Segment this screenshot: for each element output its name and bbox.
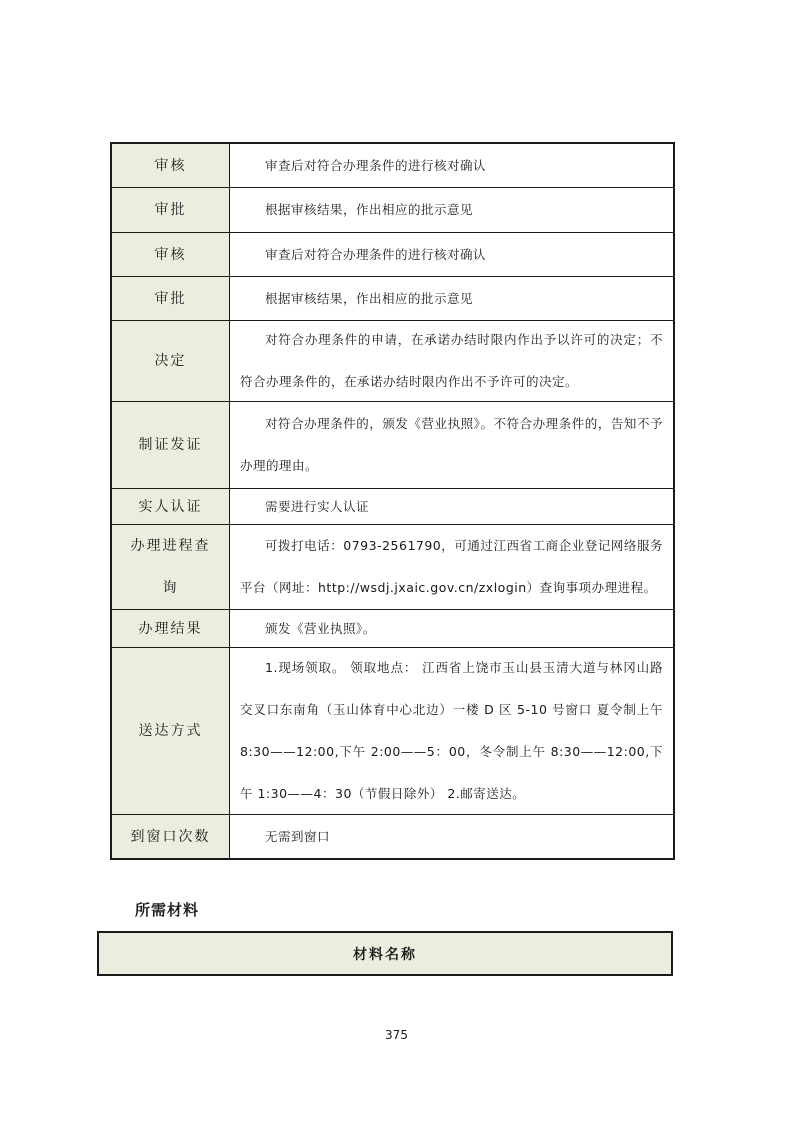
stage-label: 办理结果 <box>138 620 203 637</box>
page-number: 375 <box>385 1028 408 1042</box>
table-row <box>112 610 673 648</box>
stage-label: 审批 <box>154 202 187 218</box>
stage-label-cell <box>112 321 230 401</box>
stage-label: 到窗口次数 <box>130 828 211 845</box>
table-row <box>112 815 673 858</box>
stage-content-cell <box>230 188 673 232</box>
stage-content-cell <box>230 525 673 609</box>
stage-label-cell <box>112 402 230 488</box>
stage-content-cell <box>230 610 673 647</box>
stage-content: 1.现场领取。 领取地点： 江西省上饶市玉山县玉清大道与林冈山路交叉口东南角（玉山体育中心北边）一楼 D 区 5-10 号窗口 夏令制上午 8:30——12:00,下午 2:00——5：00，冬令制上午 8:30——12:00,下午 1:30——4：30（节假日除外） 2.邮寄送达。 <box>240 660 663 801</box>
table-row <box>112 321 673 402</box>
stage-label-cell <box>112 188 230 232</box>
stage-label-cell <box>112 648 230 814</box>
stage-content-cell <box>230 321 673 401</box>
stage-content-cell <box>230 489 673 524</box>
stage-content: 颁发《营业执照》。 <box>265 620 376 636</box>
table-row <box>112 489 673 525</box>
materials-table <box>97 931 673 976</box>
stage-label-cell <box>112 277 230 320</box>
stage-label: 办理进程查询 <box>130 538 211 596</box>
stage-content: 可拨打电话：0793-2561790，可通过江西省工商企业登记网络服务平台（网址：http://wsdj.jxaic.gov.cn/zxlogin）查询事项办理进程。 <box>240 538 663 595</box>
table-row <box>112 277 673 321</box>
stage-label: 制证发证 <box>138 437 203 453</box>
stage-content: 审查后对符合办理条件的进行核对确认 <box>265 157 487 173</box>
stage-label-cell <box>112 815 230 858</box>
stage-content: 根据审核结果，作出相应的批示意见 <box>265 290 474 306</box>
stage-content: 对符合办理条件的申请，在承诺办结时限内作出予以许可的决定；不符合办理条件的，在承诺办结时限内作出不予许可的决定。 <box>240 332 663 389</box>
table-row <box>112 402 673 489</box>
stage-label: 送达方式 <box>138 723 203 739</box>
table-row <box>112 144 673 188</box>
stage-content-cell <box>230 648 673 814</box>
materials-section-heading: 所需材料 <box>135 901 200 919</box>
stage-content: 无需到窗口 <box>265 828 331 844</box>
stage-label: 审核 <box>154 246 187 263</box>
stage-label-cell <box>112 525 230 609</box>
process-table <box>110 142 675 860</box>
stage-label-cell <box>112 489 230 524</box>
stage-label: 实人认证 <box>138 498 203 515</box>
stage-content-cell <box>230 233 673 276</box>
stage-content-cell <box>230 815 673 858</box>
stage-content-cell <box>230 144 673 187</box>
stage-content: 需要进行实人认证 <box>265 498 370 514</box>
stage-content-cell <box>230 277 673 320</box>
stage-content: 根据审核结果，作出相应的批示意见 <box>265 202 474 217</box>
materials-header-cell: 材料名称 <box>353 946 417 963</box>
table-row <box>112 525 673 610</box>
stage-label: 审核 <box>154 157 187 174</box>
stage-content-cell <box>230 402 673 488</box>
stage-label: 决定 <box>154 353 187 369</box>
stage-label: 审批 <box>154 290 187 307</box>
stage-label-cell <box>112 144 230 187</box>
table-row <box>112 648 673 815</box>
stage-content: 对符合办理条件的，颁发《营业执照》。不符合办理条件的，告知不予办理的理由。 <box>240 416 663 473</box>
stage-content: 审查后对符合办理条件的进行核对确认 <box>265 246 487 262</box>
stage-label-cell <box>112 233 230 276</box>
table-row <box>112 188 673 233</box>
stage-label-cell <box>112 610 230 647</box>
table-row <box>112 233 673 277</box>
